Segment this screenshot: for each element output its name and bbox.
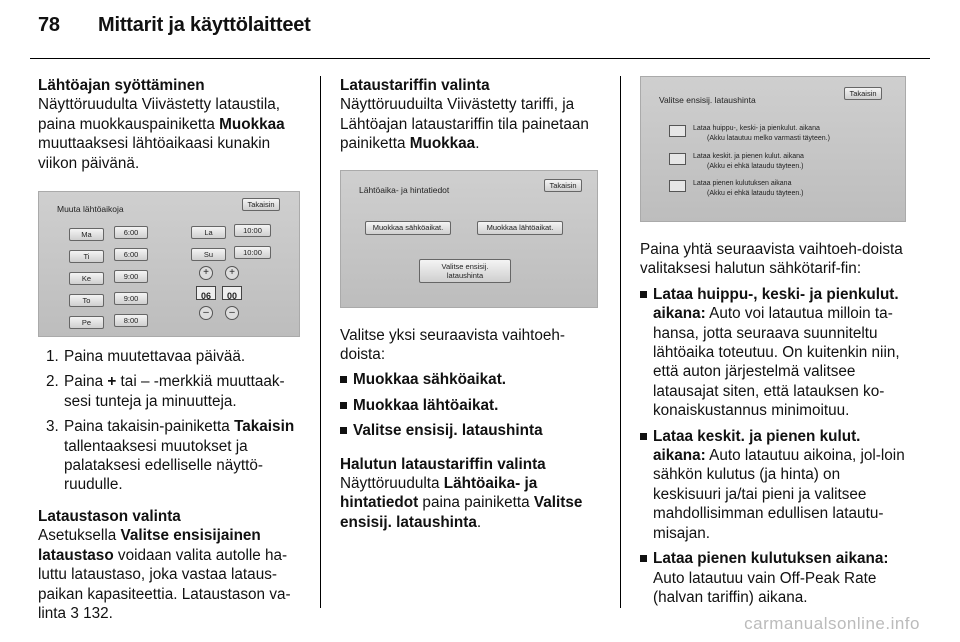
minute-minus-button[interactable]: – bbox=[225, 306, 239, 320]
day-button-su[interactable]: Su bbox=[191, 248, 226, 261]
hour-minus-button[interactable]: – bbox=[199, 306, 213, 320]
hour-value: 06 bbox=[196, 286, 216, 300]
screen-title: Valitse ensisij. lataushinta bbox=[659, 95, 756, 105]
column-3 bbox=[640, 76, 910, 613]
paragraph: Näyttöruudulta Viivästetty lataustila, paina muokkauspainiketta Muokkaa muuttaaksesi lähtöaikaasi kunakin viikon päivänä. bbox=[38, 96, 285, 172]
time-su[interactable]: 10:00 bbox=[234, 246, 271, 259]
list-item: Muokkaa lähtöaikat. bbox=[340, 396, 608, 415]
option-checkbox[interactable] bbox=[669, 153, 686, 165]
list-item: 1. Paina muutettavaa päivää. bbox=[46, 348, 246, 366]
list-item: 3. Paina takaisin-painiketta Takaisin tallentaaksesi muutokset ja palataksesi edelliselle näyttö-ruudulle. bbox=[46, 418, 295, 494]
list-item: Lataa pienen kulutuksen aikana: Auto latautuu vain Off-Peak Rate (halvan tariffin) aikana. bbox=[640, 549, 910, 607]
paragraph: Asetuksella Valitse ensisijainen lataustaso voidaan valita autolle ha-luttu lataustaso, joka vastaa lataus-paikan kapasiteettia. Lataustason va-linta 3 132. bbox=[38, 527, 291, 622]
paragraph: Näyttöruuduilta Viivästetty tariffi, ja Lähtöajan lataustariffin tila painetaan painiketta Muokkaa. bbox=[340, 96, 589, 153]
section-title: Lataustariffin valinta bbox=[340, 77, 490, 94]
page-title: Mittarit ja käyttölaitteet bbox=[98, 14, 311, 36]
day-button-ti[interactable]: Ti bbox=[69, 250, 104, 263]
list-item: Lataa huippu-, keski- ja pienkulut. aikana: Auto voi latautua milloin ta-hansa, jotta seuraava suunniteltu lähtöaika toteutuu. On kuitenkin niin, että auton järjestelmä valitsee latausajat siten, että latauksen ko-konaiskustannus minimoituu. bbox=[640, 285, 910, 421]
option-checkbox[interactable] bbox=[669, 180, 686, 192]
back-button[interactable]: Takaisin bbox=[544, 179, 582, 192]
back-button[interactable]: Takaisin bbox=[242, 198, 280, 211]
day-button-la[interactable]: La bbox=[191, 226, 226, 239]
paragraph: Näyttöruudulta Lähtöaika- ja hintatiedot paina painiketta Valitse ensisij. lataushinta. bbox=[340, 475, 583, 531]
section-title: Lataustason valinta bbox=[38, 507, 181, 525]
paragraph: Paina yhtä seuraavista vaihtoeh-doista valitaksesi halutun sähkötarif-fin: bbox=[640, 241, 903, 278]
day-button-ke[interactable]: Ke bbox=[69, 272, 104, 285]
column-divider bbox=[320, 76, 321, 608]
select-preferred-price-button[interactable]: Valitse ensisij. lataushinta bbox=[419, 259, 511, 283]
time-ti[interactable]: 6:00 bbox=[114, 248, 148, 261]
section-title: Lähtöajan syöttäminen bbox=[38, 77, 205, 94]
hour-plus-button[interactable]: + bbox=[199, 266, 213, 280]
watermark: carmanualsonline.info bbox=[744, 614, 920, 633]
screen-title: Lähtöaika- ja hintatiedot bbox=[359, 184, 450, 195]
header-rule bbox=[30, 58, 930, 59]
day-button-ma[interactable]: Ma bbox=[69, 228, 104, 241]
tariff-list bbox=[640, 285, 910, 608]
list-item: Valitse ensisij. lataushinta bbox=[340, 421, 608, 440]
time-pe[interactable]: 8:00 bbox=[114, 314, 148, 327]
list-item: Lataa keskit. ja pienen kulut. aikana: Auto latautuu aikoina, jol-loin sähkön kulutus (ja hinta) on keskisuuri ja/tai pieni ja valitsee mahdollisimman edullisen latautu-misajan. bbox=[640, 427, 910, 543]
screen-departure-and-price-info bbox=[340, 170, 598, 308]
edit-departure-times-button[interactable]: Muokkaa lähtöaikat. bbox=[477, 221, 563, 235]
screen-title: Muuta lähtöaikoja bbox=[57, 204, 124, 215]
section-title: Halutun lataustariffin valinta bbox=[340, 455, 546, 473]
paragraph: Valitse yksi seuraavista vaihtoeh-doista: bbox=[340, 326, 566, 364]
option-label[interactable]: Lataa pienen kulutuksen aikana (Akku ei ehkä lataudu täyteen.) bbox=[693, 180, 804, 197]
screen-change-departure-times bbox=[38, 191, 300, 337]
column-divider bbox=[620, 76, 621, 608]
day-button-pe[interactable]: Pe bbox=[69, 316, 104, 329]
edit-charge-times-button[interactable]: Muokkaa sähköaikat. bbox=[365, 221, 451, 235]
page-reference-icon[interactable]: 3 bbox=[70, 604, 79, 622]
minute-plus-button[interactable]: + bbox=[225, 266, 239, 280]
time-la[interactable]: 10:00 bbox=[234, 224, 271, 237]
page-number: 78 bbox=[38, 14, 60, 36]
back-button[interactable]: Takaisin bbox=[844, 87, 882, 100]
list-item: Muokkaa sähköaikat. bbox=[340, 370, 608, 389]
time-to[interactable]: 9:00 bbox=[114, 292, 148, 305]
column-1 bbox=[38, 76, 306, 623]
time-ma[interactable]: 6:00 bbox=[114, 226, 148, 239]
option-checkbox[interactable] bbox=[669, 125, 686, 137]
options-list bbox=[340, 370, 608, 440]
option-label[interactable]: Lataa keskit. ja pienen kulut. aikana (Akku ei ehkä lataudu täyteen.) bbox=[693, 153, 804, 170]
list-item: 2. Paina + tai – -merkkiä muuttaak-sesi tunteja ja minuutteja. bbox=[46, 373, 285, 410]
screen-select-preferred-price bbox=[640, 76, 906, 222]
minute-value: 00 bbox=[222, 286, 242, 300]
option-label[interactable]: Lataa huippu-, keski- ja pienkulut. aikana (Akku latautuu melko varmasti täyteen.) bbox=[693, 125, 830, 142]
time-ke[interactable]: 9:00 bbox=[114, 270, 148, 283]
column-2 bbox=[340, 76, 608, 532]
day-button-to[interactable]: To bbox=[69, 294, 104, 307]
steps-list bbox=[38, 347, 306, 495]
page-header bbox=[38, 14, 311, 37]
